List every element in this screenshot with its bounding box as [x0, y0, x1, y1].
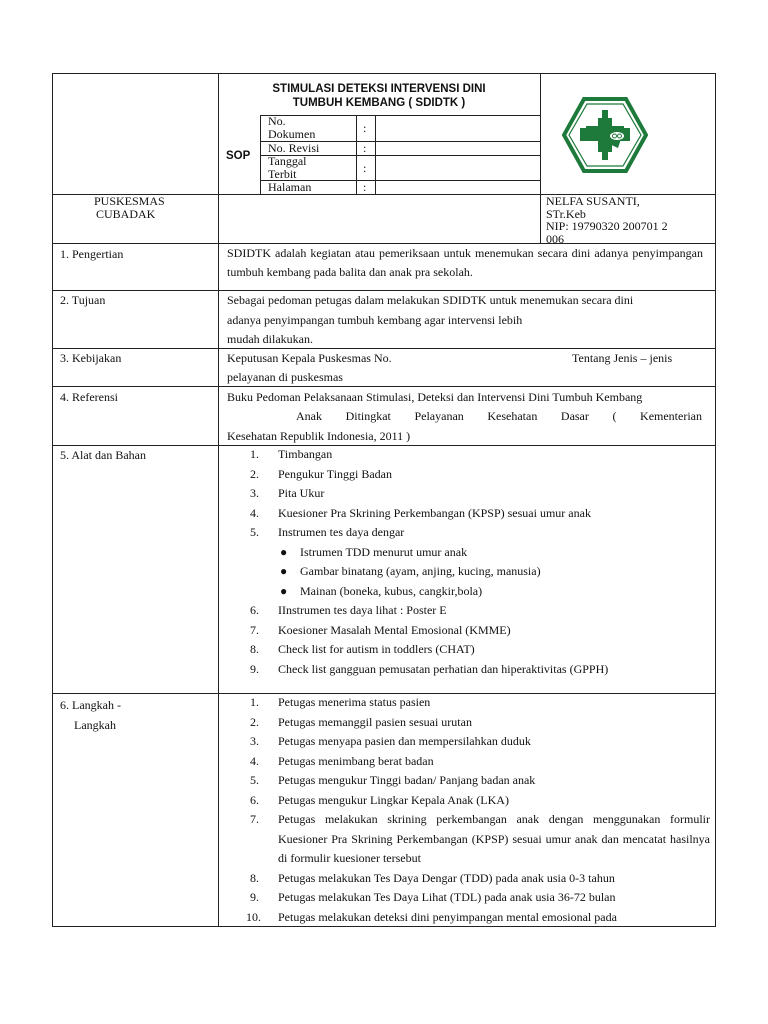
list-item: 1. Timbangan — [250, 447, 333, 461]
field-tanggal-terbit-label: Tanggal Terbit — [268, 154, 307, 181]
divider — [52, 386, 716, 387]
sub-list-item: ● Istrumen TDD menurut umur anak — [280, 544, 468, 559]
signer-name: NELFA SUSANTI, — [546, 194, 640, 208]
section-label-langkah: 6. Langkah - Langkah — [60, 698, 121, 732]
divider — [356, 115, 357, 194]
signer-title: STr.Keb — [546, 206, 586, 221]
section-label-referensi: 4. Referensi — [60, 390, 118, 404]
field-tanggal-terbit-colon: : — [363, 161, 367, 175]
field-no-revisi-colon: : — [363, 141, 367, 155]
list-item: 1. Petugas menerima status pasien — [250, 695, 431, 709]
list-item: 8. Check list for autism in toddlers (CHAT) — [250, 642, 475, 656]
section-label-kebijakan: 3. Kebijakan — [60, 351, 122, 365]
sub-list-item: ● Mainan (boneka, kubus, cangkir,bola) — [280, 583, 483, 598]
divider — [218, 73, 219, 926]
puskesmas-logo-icon — [562, 96, 648, 174]
title-line-2: TUMBUH KEMBANG ( SDIDTK ) — [292, 97, 466, 109]
divider — [52, 73, 53, 926]
divider — [52, 290, 716, 291]
signer-nip: NIP: 19790320 200701 2 — [546, 219, 668, 233]
field-halaman-label: Halaman — [268, 180, 312, 194]
list-item: 3. Petugas menyapa pasien dan mempersilahkan duduk — [250, 734, 531, 748]
field-no-revisi-label: No. Revisi — [268, 141, 320, 155]
langkah-list — [226, 693, 710, 927]
sub-list-item: ● Gambar binatang (ayam, anjing, kucing, manusia) — [280, 564, 541, 578]
section-label-alat: 5. Alat dan Bahan — [60, 448, 146, 462]
signer-block — [546, 195, 668, 245]
sub-list — [226, 543, 710, 602]
list-item: 5. Petugas mengukur Tinggi badan/ Panjang badan anak — [250, 773, 536, 787]
list-item: 9. Check list gangguan pemusatan perhatian dan hiperaktivitas (GPPH) — [250, 661, 609, 676]
divider — [375, 115, 376, 194]
list-item: 7. Koesioner Masalah Mental Emosional (KMME) — [250, 622, 511, 637]
tujuan-line-2: adanya penyimpangan tumbuh kembang agar intervensi lebih — [227, 313, 523, 327]
referensi-line-2: Anak Ditingkat Pelayanan Kesehatan Dasar ( Kementerian — [296, 409, 702, 423]
title-line-1: STIMULASI DETEKSI INTERVENSI DINI — [272, 83, 486, 95]
sop-label: SOP — [226, 150, 251, 162]
list-item: 7. Petugas melakukan skrining perkembangan anak dengan menggunakan formulir Kuesioner Pra Skrining Perkembangan (KPSP) sesuai umur anak dan mencatat hasilnya di formulir kuesioner tersebut — [250, 812, 710, 865]
field-halaman-colon: : — [363, 180, 367, 194]
list-item: 6. Petugas mengukur Lingkar Kepala Anak (LKA) — [250, 792, 509, 807]
divider — [260, 115, 261, 194]
kebijakan-line-1a: Keputusan Kepala Puskesmas No. — [227, 351, 392, 365]
field-no-dokumen-label: No. Dokumen — [268, 114, 316, 141]
signer-nip-cont: 006 — [546, 231, 564, 246]
divider — [52, 348, 716, 349]
list-item: 4. Petugas menimbang berat badan — [250, 753, 434, 768]
list-item: 4. Kuesioner Pra Skrining Perkembangan (KPSP) sesuai umur anak — [250, 505, 591, 520]
alat-list — [226, 445, 710, 679]
list-item: 2. Pengukur Tinggi Badan — [250, 466, 393, 481]
list-item: 9. Petugas melakukan Tes Daya Lihat (TDL) pada anak usia 36-72 bulan — [250, 890, 616, 904]
referensi-line-1: Buku Pedoman Pelaksanaan Stimulasi, Deteksi dan Intervensi Dini Tumbuh Kembang — [227, 390, 643, 404]
list-item: 6. IInstrumen tes daya lihat : Poster E — [250, 603, 447, 617]
tujuan-line-3: mudah dilakukan. — [227, 332, 313, 346]
field-no-dokumen-colon: : — [363, 121, 367, 135]
tujuan-line-1: Sebagai pedoman petugas dalam melakukan SDIDTK untuk menemukan secara dini — [227, 293, 634, 307]
kebijakan-line-2: pelayanan di puskesmas — [227, 370, 343, 384]
list-item: 2. Petugas memanggil pasien sesuai urutan — [250, 714, 472, 729]
referensi-line-3: Kesehatan Republik Indonesia, 2011 ) — [227, 429, 411, 443]
document-title — [218, 82, 540, 110]
list-item: 10. Petugas melakukan deteksi dini penyimpangan mental emosional pada — [246, 909, 617, 924]
pengertian-text: SDIDTK adalah kegiatan atau pemeriksaan untuk menemukan secara dini adanya penyimpangan tumbuh kembang pada balita dan anak pra sekolah. — [227, 246, 703, 279]
divider — [540, 73, 541, 243]
list-item: 5. Instrumen tes daya dengar ● Istrumen TDD menurut umur anak ● Gambar binatang (ayam, anjing, kucing, manusia) ● Mainan (boneka, kubus, cangkir,bola) — [226, 523, 710, 601]
section-label-tujuan: 2. Tujuan — [60, 293, 106, 307]
org-name: PUSKESMAS CUBADAK — [94, 194, 165, 221]
list-item: 8. Petugas melakukan Tes Daya Dengar (TDD) pada anak usia 0-3 tahun — [250, 870, 615, 885]
list-item: 3. Pita Ukur — [250, 486, 325, 500]
divider — [715, 73, 716, 926]
divider — [52, 73, 716, 74]
kebijakan-line-1b: Tentang Jenis – jenis — [572, 351, 673, 365]
section-label-pengertian: 1. Pengertian — [60, 247, 124, 261]
